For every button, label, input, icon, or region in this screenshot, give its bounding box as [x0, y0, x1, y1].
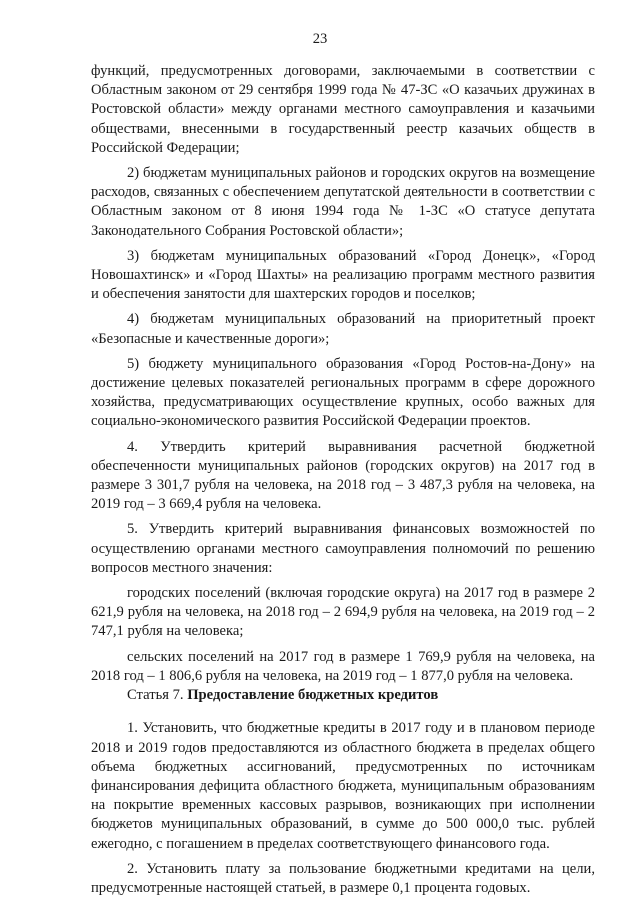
article-heading [91, 686, 595, 705]
list-item-2: 2) бюджетам муниципальных районов и городских округов на возмещение расходов, связанных с обеспечением депутатской деятельности в соответствии с Областным законом от 8 июня 1994 года № 1-ЗС «О статусе депутата Законодательного Собрания Ростовской области»; [91, 165, 595, 239]
article-clause-2: 2. Установить плату за пользование бюджетными кредитами на цели, предусмотренные настоящей статьей, в размере 0,1 процента годовых. [91, 860, 595, 896]
paragraph-continuation: функций, предусмотренных договорами, заключаемыми в соответствии с Областным законом от 29 сентября 1999 года № 47-ЗС «О казачьих дружинах в Ростовской области» между органами местного самоуправления и казачьими обществами, внесенными в государственный реестр казачьих обществ в Российской Федерации; [91, 63, 595, 156]
page-number: 23 [312, 31, 328, 47]
clause-5-rural: сельских поселений на 2017 год в размере 1 769,9 рубля на человека, на 2018 год – 1 806,6 рубля на человека, на 2019 год – 1 877,0 рубля на человека. [91, 648, 595, 684]
list-item-5: 5) бюджету муниципального образования «Город Ростов-на-Дону» на достижение целевых показателей региональных программ в сфере дорожного хозяйства, предусматривающих осуществление крупных, особо важных для социально-экономического развития Российской Федерации проектов. [91, 355, 595, 430]
list-item-4: 4) бюджетам муниципальных образований на приоритетный проект «Безопасные и качественные дороги»; [91, 311, 595, 347]
clause-5: 5. Утвердить критерий выравнивания финансовых возможностей по осуществлению органами местного самоуправления полномочий по решению вопросов местного значения: [91, 521, 595, 576]
article-title: Предоставление бюджетных кредитов [187, 687, 439, 704]
clause-4: 4. Утвердить критерий выравнивания расчетной бюджетной обеспеченности муниципальных районов (городских округов) на 2017 год в размере 3 301,7 рубля на человека, на 2018 год – 3 487,3 рубля на человека, на 2019 год – 3 669,4 рубля на человека. [91, 438, 595, 513]
list-item-3: 3) бюджетам муниципальных образований «Город Донецк», «Город Новошахтинск» и «Город Шахты» на реализацию программ местного развития и обеспечения занятости для шахтерских городов и поселков; [91, 247, 595, 303]
article-clause-1: 1. Установить, что бюджетные кредиты в 2017 году и в плановом периоде 2018 и 2019 годов предоставляются из областного бюджета в пределах общего объема бюджетных ассигнований, предусмотренных по источникам финансирования дефицита областного бюджета, муниципальным образованиям на покрытие временных кассовых разрывов, возникающих при исполнении бюджетов муниципальных образований, в сумме до 500 000,0 тыс. рублей ежегодно, с погашением в пределах соответствующего финансового года. [91, 720, 595, 852]
document-body [91, 62, 595, 898]
article-prefix: Статья 7. [127, 687, 184, 704]
clause-5-urban: городских поселений (включая городские округа) на 2017 год в размере 2 621,9 рубля на человека, на 2018 год – 2 694,9 рубля на человека, на 2019 год – 2 747,1 рубля на человека; [91, 585, 595, 640]
